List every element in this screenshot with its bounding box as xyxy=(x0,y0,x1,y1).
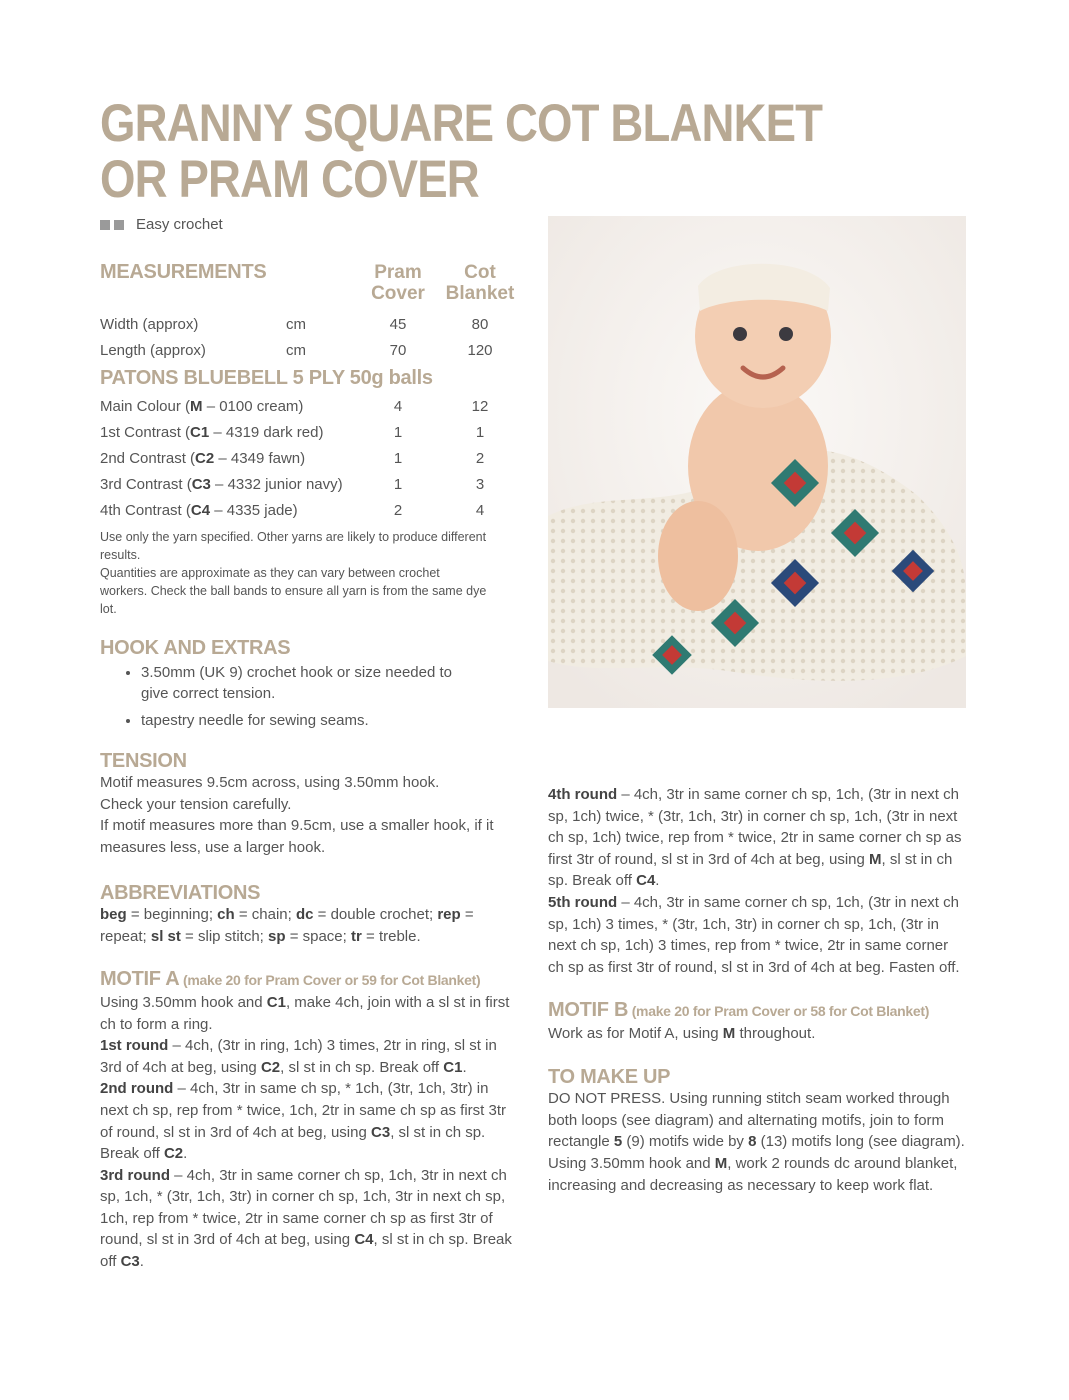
table-row: Length (approx) cm 70 120 xyxy=(100,342,493,360)
difficulty-square-icon xyxy=(100,220,110,230)
photo-illustration xyxy=(548,216,966,708)
baby-blanket-photo xyxy=(548,216,966,708)
hook-section xyxy=(100,638,520,731)
table-row: 3rd Contrast (C3 – 4332 junior navy) 1 3 xyxy=(100,476,485,494)
table-row: Width (approx) cm 45 80 xyxy=(100,316,489,334)
make-up-section: TO MAKE UP DO NOT PRESS. Using running stitch seam worked through both loops (see diagram) and alternating motifs, join to form rectangle 5 (9) motifs wide by 8 (13) motifs long (see diagram). Using 3.50mm hook and M, work 2 rounds dc around blanket, increasing and decreasing as necessary to keep work flat. xyxy=(548,1067,968,1197)
abbreviations-heading: ABBREVIATIONS xyxy=(100,881,261,904)
motif-a-section: MOTIF A (make 20 for Pram Cover or 59 for Cot Blanket) Using 3.50mm hook and C1, make 4ch, join with a sl st in first ch to form a ring. 1st round – 4ch, (3tr in ring, 1ch) 3 times, 2tr in ring, sl st in 3rd of 4ch at beg, using C2, sl st in ch sp. Break off C1. 2nd round – 4ch, 3tr in same ch sp, * 1ch, (3tr, 1ch, 3tr) in next ch sp, rep from * twice, 1ch, 2tr in same ch sp as first 3tr of round, sl st in 3rd of 4ch at beg, using C3, sl st in ch sp. Break off C2. 3rd round – 4ch, 3tr in same corner ch sp, 1ch, 3tr in next ch sp, 1ch, * (3tr, 1ch, 3tr) in corner ch sp, 1ch, 3tr in next ch sp, 1ch, rep from * twice, 2tr in same corner ch sp as first 3tr of round, sl st in 3rd of 4ch at beg, using C4, sl st in ch sp. Break off C3. xyxy=(100,969,520,1272)
tension-heading: TENSION xyxy=(100,749,187,772)
table-row: Main Colour (M – 0100 cream) 4 12 xyxy=(100,398,489,416)
difficulty-label: Easy crochet xyxy=(136,216,223,233)
left-column xyxy=(100,262,520,1273)
column-header-cot: Cot Blanket xyxy=(445,262,515,304)
yarn-note: Use only the yarn specified. Other yarns are likely to produce different results. Quantities are approximate as they can vary between crochet workers. Check the ball bands to ensure all yarn is from the same dye lot. xyxy=(100,530,487,616)
right-column: 4th round – 4ch, 3tr in same corner ch sp, 1ch, (3tr in next ch sp, 1ch) twice, * (3tr, 1ch, 3tr) in corner ch sp, 1ch, (3tr in next ch sp, 1ch) twice, rep from * twice, 2tr in same corner ch sp as first 3tr of round, sl st in 3rd of 4ch at beg, using M, sl st in ch sp. Break off C4. 5th round – 4ch, 3tr in same corner ch sp, 1ch, (3tr in next ch sp, 1ch) 3 times, * (3tr, 1ch, 3tr) in corner ch sp, 1ch, (3tr in next ch sp, 1ch) 3 times, rep from * twice, 2tr in same corner ch sp as first 3tr of round, sl st in 3rd of 4ch at beg. Fasten off. MOTIF B (make 20 for Pram Cover or 58 for Cot Blanket) Work as for Motif A, using M throughout. TO MAKE UP DO NOT PRESS. Using running stitch seam worked through both loops (see diagram) and alternating motifs, join to form rectangle 5 (9) motifs wide by 8 (13) motifs long (see diagram). Using 3.50mm hook and M, work 2 rounds dc around blanket, increasing and decreasing as necessary to keep work flat. xyxy=(548,784,968,1196)
tension-section: TENSION Motif measures 9.5cm across, using 3.50mm hook. Check your tension carefully. If motif measures more than 9.5cm, use a smaller hook, if it measures less, use a larger hook. xyxy=(100,751,520,859)
hook-heading: HOOK AND EXTRAS xyxy=(100,637,291,659)
make-up-heading: TO MAKE UP xyxy=(548,1065,671,1088)
difficulty-square-icon xyxy=(114,220,124,230)
motif-a-heading: MOTIF A (make 20 for Pram Cover or 59 for Cot Blanket) xyxy=(100,968,481,991)
table-row: 1st Contrast (C1 – 4319 dark red) 1 1 xyxy=(100,424,485,442)
measurements-table xyxy=(100,262,520,524)
abbreviations-section xyxy=(100,883,520,948)
table-row: 4th Contrast (C4 – 4335 jade) 2 4 xyxy=(100,502,485,520)
page-title: GRANNY SQUARE COT BLANKET OR PRAM COVER xyxy=(100,94,823,209)
table-row: 2nd Contrast (C2 – 4349 fawn) 1 2 xyxy=(100,450,485,468)
list-item: • 3.50mm (UK 9) crochet hook or size needed to give correct tension. xyxy=(141,662,481,704)
yarn-heading: PATONS BLUEBELL 5 PLY 50g balls xyxy=(100,366,433,389)
difficulty-rating xyxy=(100,216,223,233)
column-header-pram: Pram Cover xyxy=(371,262,425,304)
abbreviations-text: beg = beginning; ch = chain; dc = double crochet; rep = repeat; sl st = slip stitch; sp = space; tr = treble. xyxy=(100,906,474,945)
motif-b-heading: MOTIF B (make 20 for Pram Cover or 58 for Cot Blanket) xyxy=(548,999,930,1022)
list-item: • tapestry needle for sewing seams. xyxy=(141,710,481,731)
measurements-heading: MEASUREMENTS xyxy=(100,261,267,283)
motif-b-section: MOTIF B (make 20 for Pram Cover or 58 for Cot Blanket) Work as for Motif A, using M throughout. xyxy=(548,1000,968,1044)
